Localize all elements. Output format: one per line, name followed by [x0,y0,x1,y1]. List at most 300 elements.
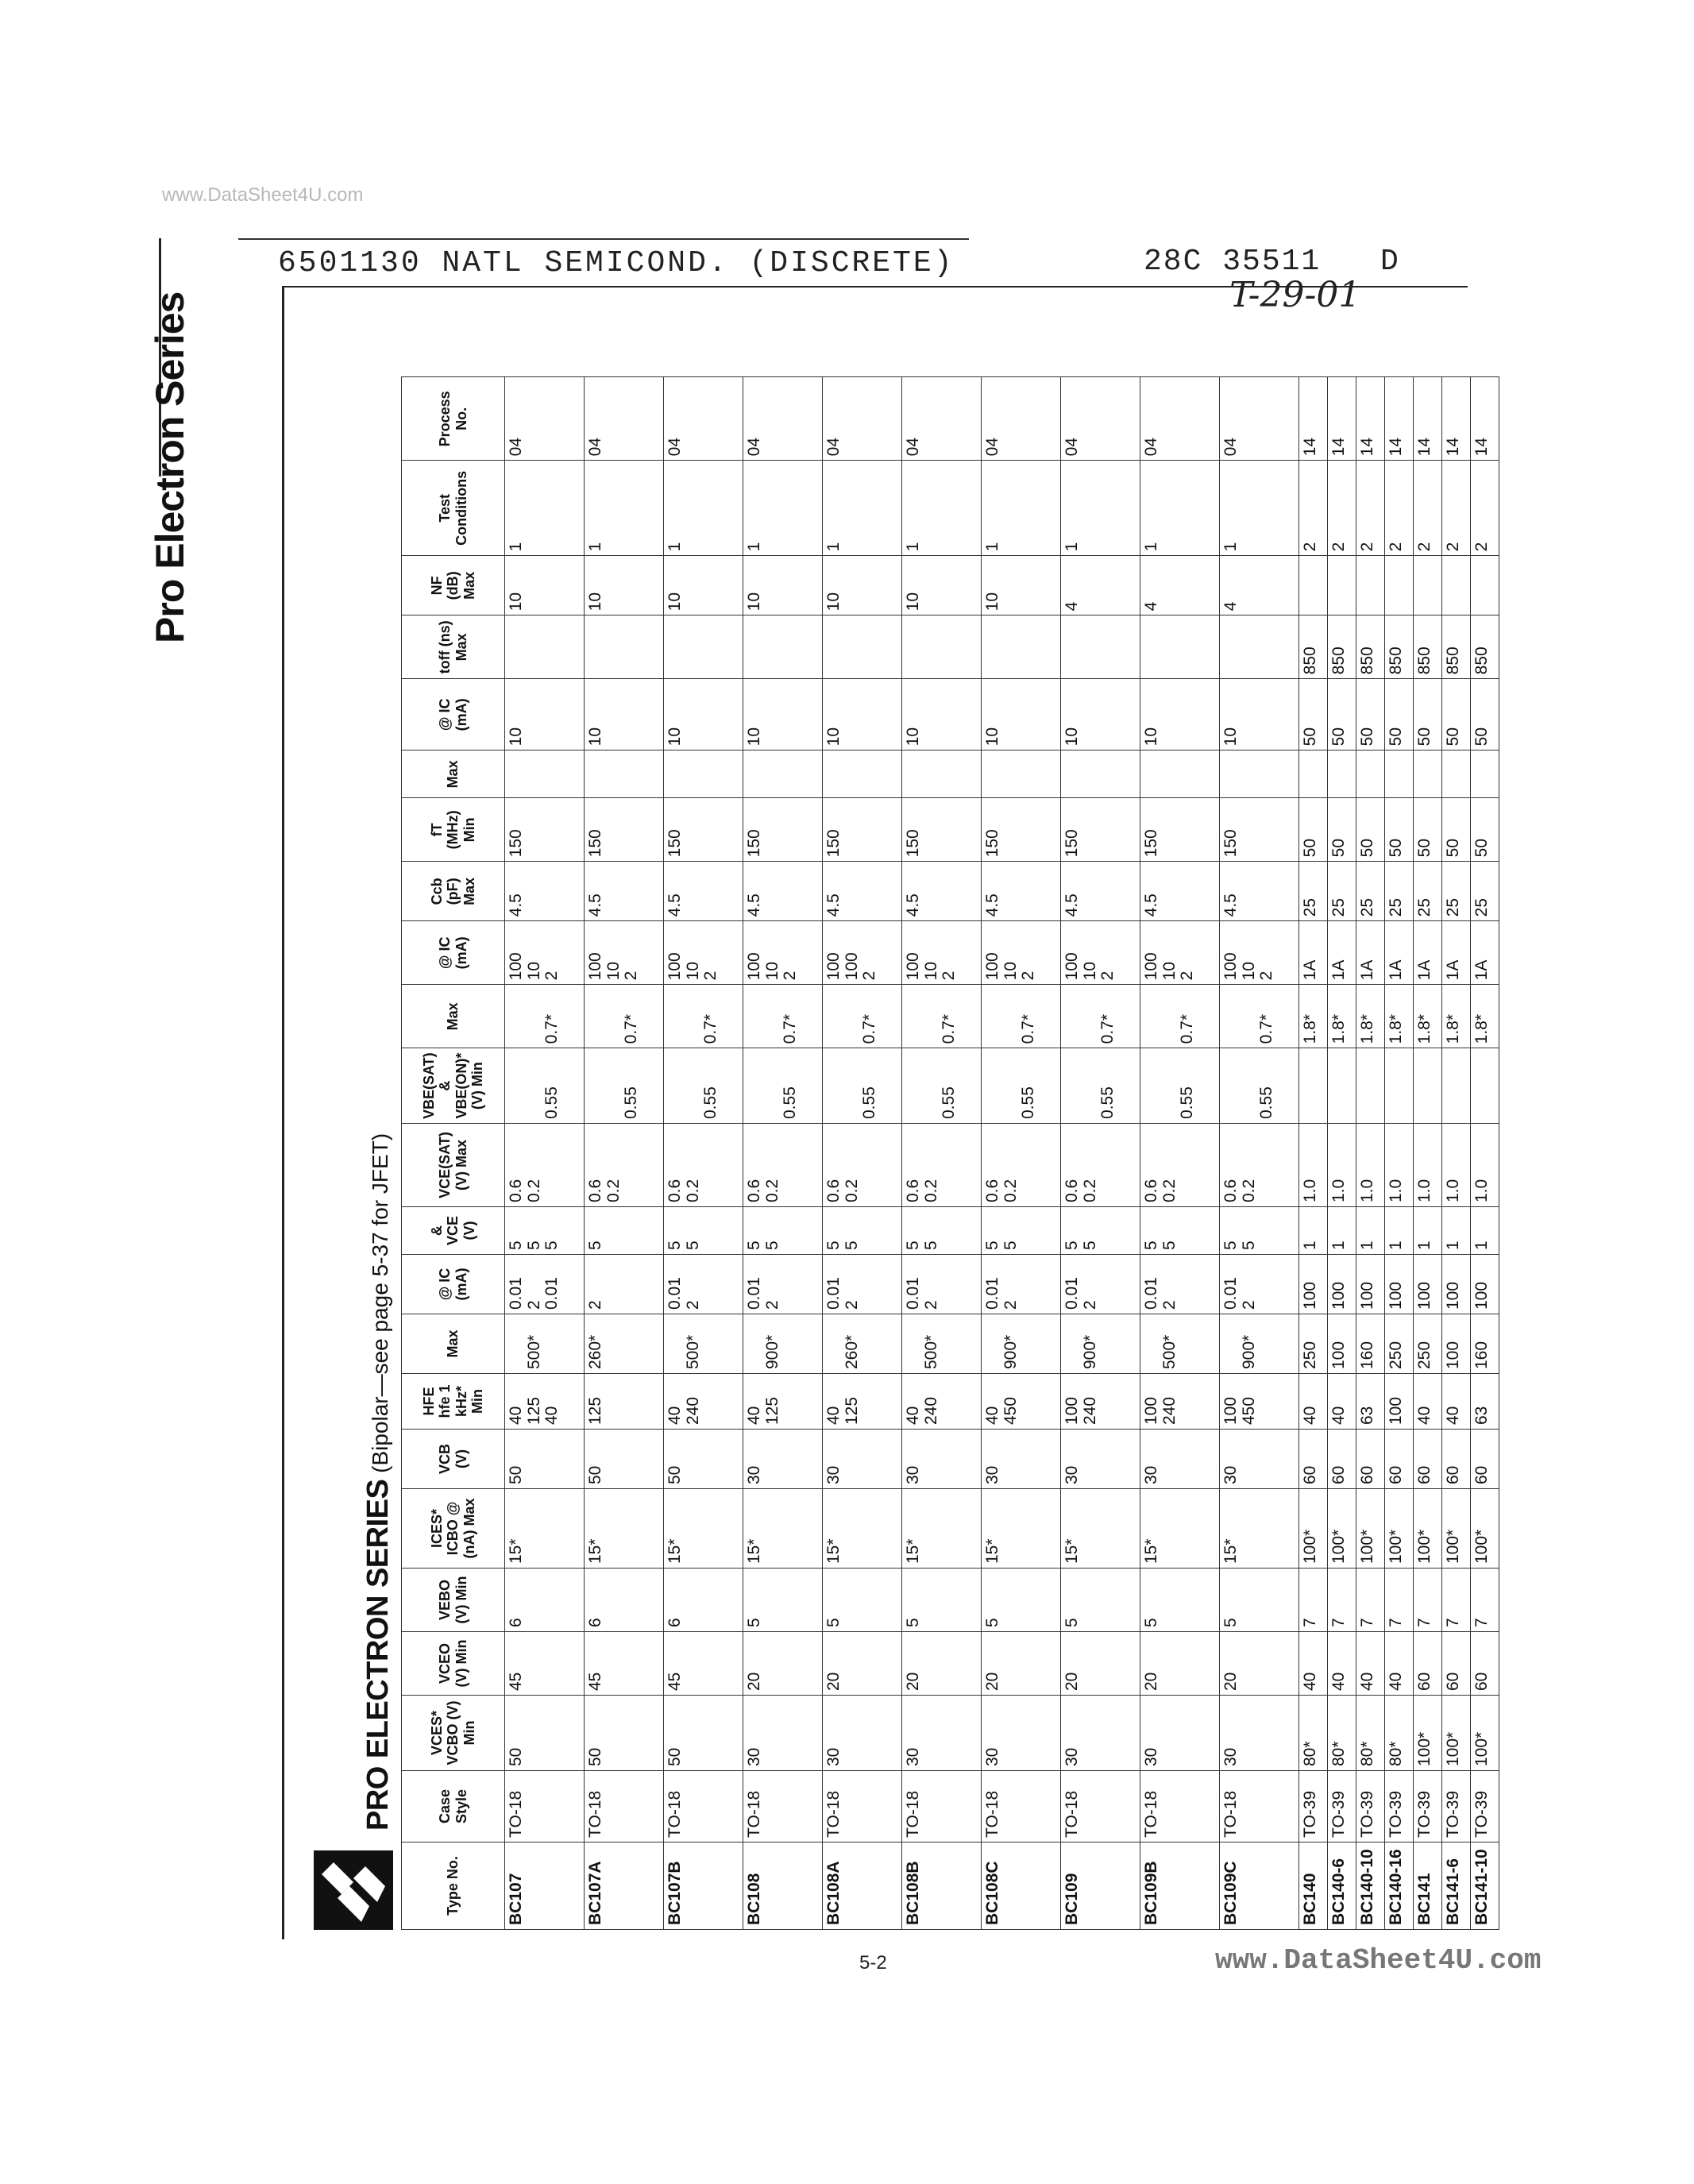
cell-case: TO-18 [664,1771,743,1843]
cell-vbe-max-value: 0.7* [1098,1013,1117,1044]
cell-case: TO-18 [823,1771,902,1843]
cell-hfe-vce-value: 5 [983,1241,1001,1250]
cell-hfe-vce-value: 5 [1142,1241,1160,1250]
cell-vebo: 7 [1328,1569,1356,1632]
cell-hfe-min-value: 63 [1472,1406,1491,1425]
cell-test: 2 [1299,461,1328,556]
cell-vbe-min-value [825,1052,843,1119]
cell-vcesat [743,1124,823,1207]
cell-vcesat-value: 1.0 [1444,1179,1462,1202]
cell-ft-max [1140,751,1220,798]
cell-ft-max [1220,751,1299,798]
national-semiconductor-logo [314,1850,393,1930]
cell-ft-ic: 50 [1385,679,1414,751]
cell-hfe-min [1471,1374,1499,1430]
cell-vcesat-value: 0.2 [921,1179,940,1202]
cell-toff: 850 [1385,615,1414,679]
cell-ft-min: 150 [1061,798,1140,862]
cell-vbe-ic-value: 2 [1019,970,1038,981]
cell-ft-max [1471,751,1499,798]
cell-toff: 850 [1414,615,1442,679]
cell-ft-min: 150 [505,798,585,862]
cell-hfe-vce [1385,1207,1414,1255]
cell-ft-max [743,751,823,798]
cell-hfe-vce-value: 5 [666,1241,684,1250]
cell-vbe-max-value [507,989,526,1044]
cell-ft-ic: 10 [982,679,1061,751]
cell-process: 14 [1328,377,1356,461]
cell-type: BC141-6 [1442,1843,1471,1930]
table-title [361,1133,396,1831]
cell-hfe-ic [1442,1255,1471,1314]
cell-vebo: 6 [585,1569,664,1632]
cell-icbo: 100* [1414,1489,1442,1569]
cell-ccb: 4.5 [743,862,823,921]
col-header-toff: toff (ns) Max [402,615,505,679]
cell-vbe-min-value: 0.55 [1178,1086,1197,1119]
cell-vbe-max-value [526,989,544,1044]
cell-hfe-min [1220,1374,1299,1430]
cell-vbe-min [1140,1048,1220,1124]
cell-toff: 850 [1356,615,1385,679]
cell-vbe-ic [1299,921,1328,985]
cell-toff: 850 [1328,615,1356,679]
cell-type: BC107 [505,1843,585,1930]
cell-vbe-ic [1328,921,1356,985]
cell-nf [1471,556,1499,615]
cell-hfe-ic-value: 0.01 [745,1277,763,1310]
cell-vebo: 7 [1471,1569,1499,1632]
cell-hfe-ic-value: 0.01 [904,1277,922,1310]
cell-ft-min: 50 [1299,798,1328,862]
cell-vbe-max-value: 0.7* [542,1013,561,1044]
watermark-top: www.DataSheet4U.com [162,184,364,206]
cell-vceo: 60 [1442,1632,1471,1696]
cell-vbe-min-value: 0.55 [940,1086,959,1119]
cell-hfe-min [982,1374,1061,1430]
cell-vbe-ic-value: 10 [1239,961,1258,981]
cell-vbe-max-value [1222,989,1241,1044]
cell-hfe-vce-value: 1 [1472,1241,1491,1250]
cell-icbo: 15* [823,1489,902,1569]
cell-toff [1061,615,1140,679]
cell-ft-ic: 50 [1328,679,1356,751]
cell-hfe-min-value: 125 [524,1396,543,1425]
cell-vcbo: 30 [1140,1696,1220,1771]
cell-vbe-min [1385,1048,1414,1124]
cell-vcbo: 100* [1414,1696,1442,1771]
cell-ft-min: 50 [1442,798,1471,862]
cell-vbe-ic-value: 2 [1098,970,1117,981]
cell-hfe-min-value: 240 [921,1396,940,1425]
cell-hfe-max-value: 260* [586,1334,604,1369]
cell-type: BC109C [1220,1843,1299,1930]
cell-hfe-min [664,1374,743,1430]
cell-vebo: 5 [1140,1569,1220,1632]
cell-ccb: 4.5 [1140,862,1220,921]
cell-vbe-min-value [764,1052,782,1119]
cell-hfe-vce [1299,1207,1328,1255]
cell-vbe-min [505,1048,585,1124]
cell-hfe-max-value [746,1318,764,1369]
cell-hfe-ic-value: 100 [1358,1281,1376,1310]
cell-vbe-ic-value: 1A [1415,959,1434,981]
cell-vbe-max-value [843,989,862,1044]
page-number: 5-2 [859,1952,887,1974]
cell-ft-min: 50 [1414,798,1442,862]
cell-vbe-ic [1442,921,1471,985]
cell-ft-max [585,751,664,798]
col-header-test: Test Conditions [402,461,505,556]
cell-vcesat-value: 1.0 [1415,1179,1434,1202]
cell-ccb: 25 [1385,862,1414,921]
cell-vcb: 30 [1140,1430,1220,1489]
cell-hfe-ic [1414,1255,1442,1314]
cell-hfe-min-value: 40 [1444,1406,1462,1425]
cell-process: 04 [902,377,982,461]
cell-hfe-ic-value: 0.01 [542,1277,561,1310]
cell-vbe-ic-value: 100 [745,952,763,981]
cell-hfe-min [743,1374,823,1430]
cell-vbe-ic-value: 10 [1001,961,1020,981]
cell-vbe-max [743,985,823,1048]
cell-vbe-min-value [1445,1052,1463,1119]
cell-hfe-vce-value: 5 [683,1241,702,1250]
cell-vbe-ic [1140,921,1220,985]
cell-vcesat-value: 0.2 [604,1179,623,1202]
cell-hfe-vce-value: 5 [524,1241,543,1250]
cell-hfe-max [1061,1314,1140,1374]
cell-vbe-min-value [1161,1052,1179,1119]
col-header-vbe-ic: @ IC (mA) [402,921,505,985]
cell-vbe-ic-value: 10 [524,961,543,981]
cell-vceo: 45 [585,1632,664,1696]
cell-vbe-ic-value: 2 [781,970,800,981]
cell-ft-ic: 10 [1061,679,1140,751]
cell-type: BC140-6 [1328,1843,1356,1930]
cell-nf [1328,556,1356,615]
cell-vbe-ic-value: 10 [1080,961,1099,981]
cell-hfe-vce [1471,1207,1499,1255]
cell-hfe-max [982,1314,1061,1374]
cell-type: BC108B [902,1843,982,1930]
cell-vbe-ic [743,921,823,985]
cell-hfe-ic-value: 2 [1160,1300,1179,1310]
cell-vcesat-value: 0.2 [842,1179,861,1202]
cell-hfe-max-value: 900* [1001,1334,1020,1369]
cell-icbo: 100* [1328,1489,1356,1569]
cell-vbe-max-value: 0.7* [1019,1013,1038,1044]
cell-hfe-vce-value: 5 [842,1241,861,1250]
cell-vcb: 60 [1385,1430,1414,1489]
cell-vcesat [1442,1124,1471,1207]
cell-ccb: 4.5 [585,862,664,921]
cell-hfe-max [1356,1314,1385,1374]
cell-vceo: 45 [664,1632,743,1696]
cell-ft-min: 150 [664,798,743,862]
cell-vbe-min [1414,1048,1442,1124]
handwritten-note: T-29-01 [1229,275,1361,315]
cell-hfe-ic [1328,1255,1356,1314]
cell-vcbo: 50 [585,1696,664,1771]
cell-test: 1 [1220,461,1299,556]
cell-hfe-ic-value: 0.01 [1063,1277,1081,1310]
cell-vcesat [1356,1124,1385,1207]
cell-vcesat [1220,1124,1299,1207]
cell-ccb: 4.5 [982,862,1061,921]
cell-vceo: 40 [1385,1632,1414,1696]
cell-vebo: 7 [1356,1569,1385,1632]
cell-ccb: 4.5 [505,862,585,921]
cell-hfe-vce [1061,1207,1140,1255]
cell-vbe-min [743,1048,823,1124]
cell-vbe-ic-value: 100 [983,952,1001,981]
cell-vbe-ic-value: 2 [542,970,561,981]
cell-vbe-ic-value: 10 [683,961,702,981]
cell-vcesat-value: 0.2 [1001,1179,1020,1202]
cell-toff [902,615,982,679]
cell-icbo: 15* [1220,1489,1299,1569]
cell-hfe-min-value: 40 [983,1406,1001,1425]
cell-hfe-max-value: 500* [1160,1334,1179,1369]
cell-hfe-max-value: 250 [1415,1341,1434,1369]
document-code: 28C 35511 [1144,245,1322,279]
cell-hfe-min-value: 240 [683,1396,702,1425]
cell-type: BC107A [585,1843,664,1930]
cell-vbe-ic-value: 10 [762,961,781,981]
cell-vcbo: 80* [1299,1696,1328,1771]
cell-ft-max [1061,751,1140,798]
cell-vebo: 7 [1442,1569,1471,1632]
cell-vbe-max [1299,985,1328,1048]
cell-hfe-vce-value: 5 [1080,1241,1099,1250]
col-header-hfe-min: HFE hfe 1 kHz* Min [402,1374,505,1430]
cell-ccb: 4.5 [823,862,902,921]
cell-nf [1385,556,1414,615]
table-row [585,377,664,1930]
cell-vcb: 30 [902,1430,982,1489]
cell-ft-max [823,751,902,798]
cell-vceo: 40 [1356,1632,1385,1696]
watermark-bottom: www.DataSheet4U.com [1215,1944,1542,1977]
cell-vcb: 60 [1414,1430,1442,1489]
cell-vbe-max [1356,985,1385,1048]
cell-test: 1 [1061,461,1140,556]
cell-vbe-ic-value: 10 [604,961,623,981]
cell-hfe-ic-value: 100 [1472,1281,1491,1310]
cell-vbe-min-value [1082,1052,1100,1119]
col-header-vbe-min: VBE(SAT) & VBE(ON)* (V) Min [402,1048,505,1124]
cell-vebo: 5 [823,1569,902,1632]
cell-ft-ic: 10 [1220,679,1299,751]
table-row [664,377,743,1930]
cell-nf [1414,556,1442,615]
cell-hfe-max-value [1222,1318,1241,1369]
cell-vbe-ic [664,921,743,985]
cell-hfe-max [743,1314,823,1374]
cell-process: 04 [664,377,743,461]
rotated-page [148,286,1491,1938]
cell-hfe-vce [982,1207,1061,1255]
cell-vbe-max-value [825,989,843,1044]
cell-nf: 10 [664,556,743,615]
cell-case: TO-39 [1385,1771,1414,1843]
cell-vbe-max-value: 1.8* [1472,1013,1491,1044]
cell-hfe-max-value: 900* [1239,1334,1258,1369]
col-header-nf: NF (dB) Max [402,556,505,615]
cell-nf [1356,556,1385,615]
cell-hfe-max-value: 160 [1472,1341,1491,1369]
cell-vbe-max-value [905,989,923,1044]
cell-test: 1 [743,461,823,556]
cell-vbe-max [505,985,585,1048]
cell-ft-ic: 10 [743,679,823,751]
cell-vbe-max-value: 0.7* [622,1013,641,1044]
cell-vbe-ic [982,921,1061,985]
cell-nf: 10 [743,556,823,615]
cell-nf: 10 [902,556,982,615]
cell-icbo: 15* [982,1489,1061,1569]
col-header-process: Process No. [402,377,505,461]
cell-vbe-ic-value: 100 [666,952,684,981]
cell-vcesat [1414,1124,1442,1207]
cell-vbe-min-value [507,1052,526,1119]
cell-hfe-vce-value: 5 [824,1241,843,1250]
cell-hfe-max-value [905,1318,923,1369]
cell-vbe-max [1140,985,1220,1048]
cell-vcesat-value: 0.6 [1142,1179,1160,1202]
col-header-vcesat: VCE(SAT) (V) Max [402,1124,505,1207]
cell-vbe-ic-value: 1A [1329,959,1348,981]
cell-nf: 10 [982,556,1061,615]
cell-vcb: 60 [1328,1430,1356,1489]
cell-toff [743,615,823,679]
col-header-vbe-max: Max [402,985,505,1048]
cell-type: BC140 [1299,1843,1328,1930]
cell-hfe-min-value: 240 [1080,1396,1099,1425]
cell-process: 04 [1061,377,1140,461]
cell-case: TO-18 [982,1771,1061,1843]
col-header-hfe-max: Max [402,1314,505,1374]
cell-vbe-min-value [1063,1052,1082,1119]
cell-hfe-vce [1414,1207,1442,1255]
cell-vcesat-value: 0.2 [1239,1179,1258,1202]
cell-vbe-ic-value: 10 [1160,961,1179,981]
cell-vcb: 30 [743,1430,823,1489]
cell-vcesat-value: 0.6 [666,1179,684,1202]
cell-vbe-ic-value: 100 [842,952,861,981]
cell-hfe-max [1385,1314,1414,1374]
cell-type: BC141 [1414,1843,1442,1930]
cell-hfe-ic-value: 100 [1444,1281,1462,1310]
cell-type: BC140-10 [1356,1843,1385,1930]
cell-test: 1 [664,461,743,556]
cell-hfe-min-value: 40 [745,1406,763,1425]
cell-vcb: 60 [1442,1430,1471,1489]
cell-toff [982,615,1061,679]
cell-hfe-max [1414,1314,1442,1374]
cell-ft-ic: 10 [902,679,982,751]
col-header-case: Case Style [402,1771,505,1843]
cell-vbe-max [1471,985,1499,1048]
cell-vcb: 30 [1061,1430,1140,1489]
cell-vbe-ic-value: 10 [921,961,940,981]
cell-vcesat-value: 0.2 [1160,1179,1179,1202]
cell-vcesat-value: 1.0 [1472,1179,1491,1202]
cell-hfe-min [1061,1374,1140,1430]
cell-vcbo: 80* [1328,1696,1356,1771]
cell-ft-min: 150 [1220,798,1299,862]
table-row [1356,377,1385,1930]
table-row [982,377,1061,1930]
cell-hfe-max-value: 260* [842,1334,861,1369]
cell-hfe-min [823,1374,902,1430]
cell-hfe-ic-value: 2 [921,1300,940,1310]
cell-hfe-max-value: 160 [1358,1341,1376,1369]
cell-hfe-ic [1140,1255,1220,1314]
cell-hfe-max [1442,1314,1471,1374]
cell-vbe-max [1385,985,1414,1048]
cell-vbe-max-value [984,989,1002,1044]
cell-vceo: 40 [1299,1632,1328,1696]
cell-nf: 4 [1140,556,1220,615]
cell-hfe-max-value [825,1318,843,1369]
cell-hfe-vce-value: 5 [542,1241,561,1250]
col-header-vebo: VEBO (V) Min [402,1569,505,1632]
cell-vcbo: 80* [1385,1696,1414,1771]
cell-vceo: 20 [1061,1632,1140,1696]
cell-vcesat-value: 1.0 [1387,1179,1405,1202]
cell-hfe-vce-value: 1 [1329,1241,1348,1250]
cell-case: TO-18 [1061,1771,1140,1843]
cell-vceo: 40 [1328,1632,1356,1696]
cell-vbe-min-value [1002,1052,1021,1119]
cell-process: 14 [1442,377,1471,461]
cell-hfe-vce-value: 1 [1358,1241,1376,1250]
cell-nf [1442,556,1471,615]
table-row [1140,377,1220,1930]
cell-vbe-ic-value: 1A [1472,959,1491,981]
cell-vbe-max-value [1241,989,1259,1044]
cell-hfe-max [823,1314,902,1374]
cell-vcb: 60 [1299,1430,1328,1489]
cell-hfe-min [1385,1374,1414,1430]
cell-hfe-min [1356,1374,1385,1430]
cell-test: 2 [1442,461,1471,556]
cell-vcbo: 30 [823,1696,902,1771]
cell-vcesat-value: 0.6 [1221,1179,1240,1202]
cell-case: TO-18 [1220,1771,1299,1843]
cell-vcesat-value: 1.0 [1329,1179,1348,1202]
cell-vceo: 20 [743,1632,823,1696]
cell-hfe-ic-value: 100 [1415,1281,1434,1310]
cell-test: 2 [1471,461,1499,556]
cell-vbe-max-value: 1.8* [1301,1013,1319,1044]
cell-vbe-ic-value: 2 [701,970,720,981]
cell-vbe-max [1328,985,1356,1048]
cell-test: 2 [1385,461,1414,556]
table-body [505,377,1499,1930]
cell-hfe-ic [664,1255,743,1314]
cell-ft-max [664,751,743,798]
cell-vcesat-value: 0.2 [1080,1179,1099,1202]
cell-hfe-min-value: 100 [1221,1396,1240,1425]
cell-nf: 4 [1061,556,1140,615]
cell-hfe-vce [1328,1207,1356,1255]
cell-ft-ic: 50 [1299,679,1328,751]
cell-ccb: 25 [1414,862,1442,921]
cell-vbe-min [902,1048,982,1124]
